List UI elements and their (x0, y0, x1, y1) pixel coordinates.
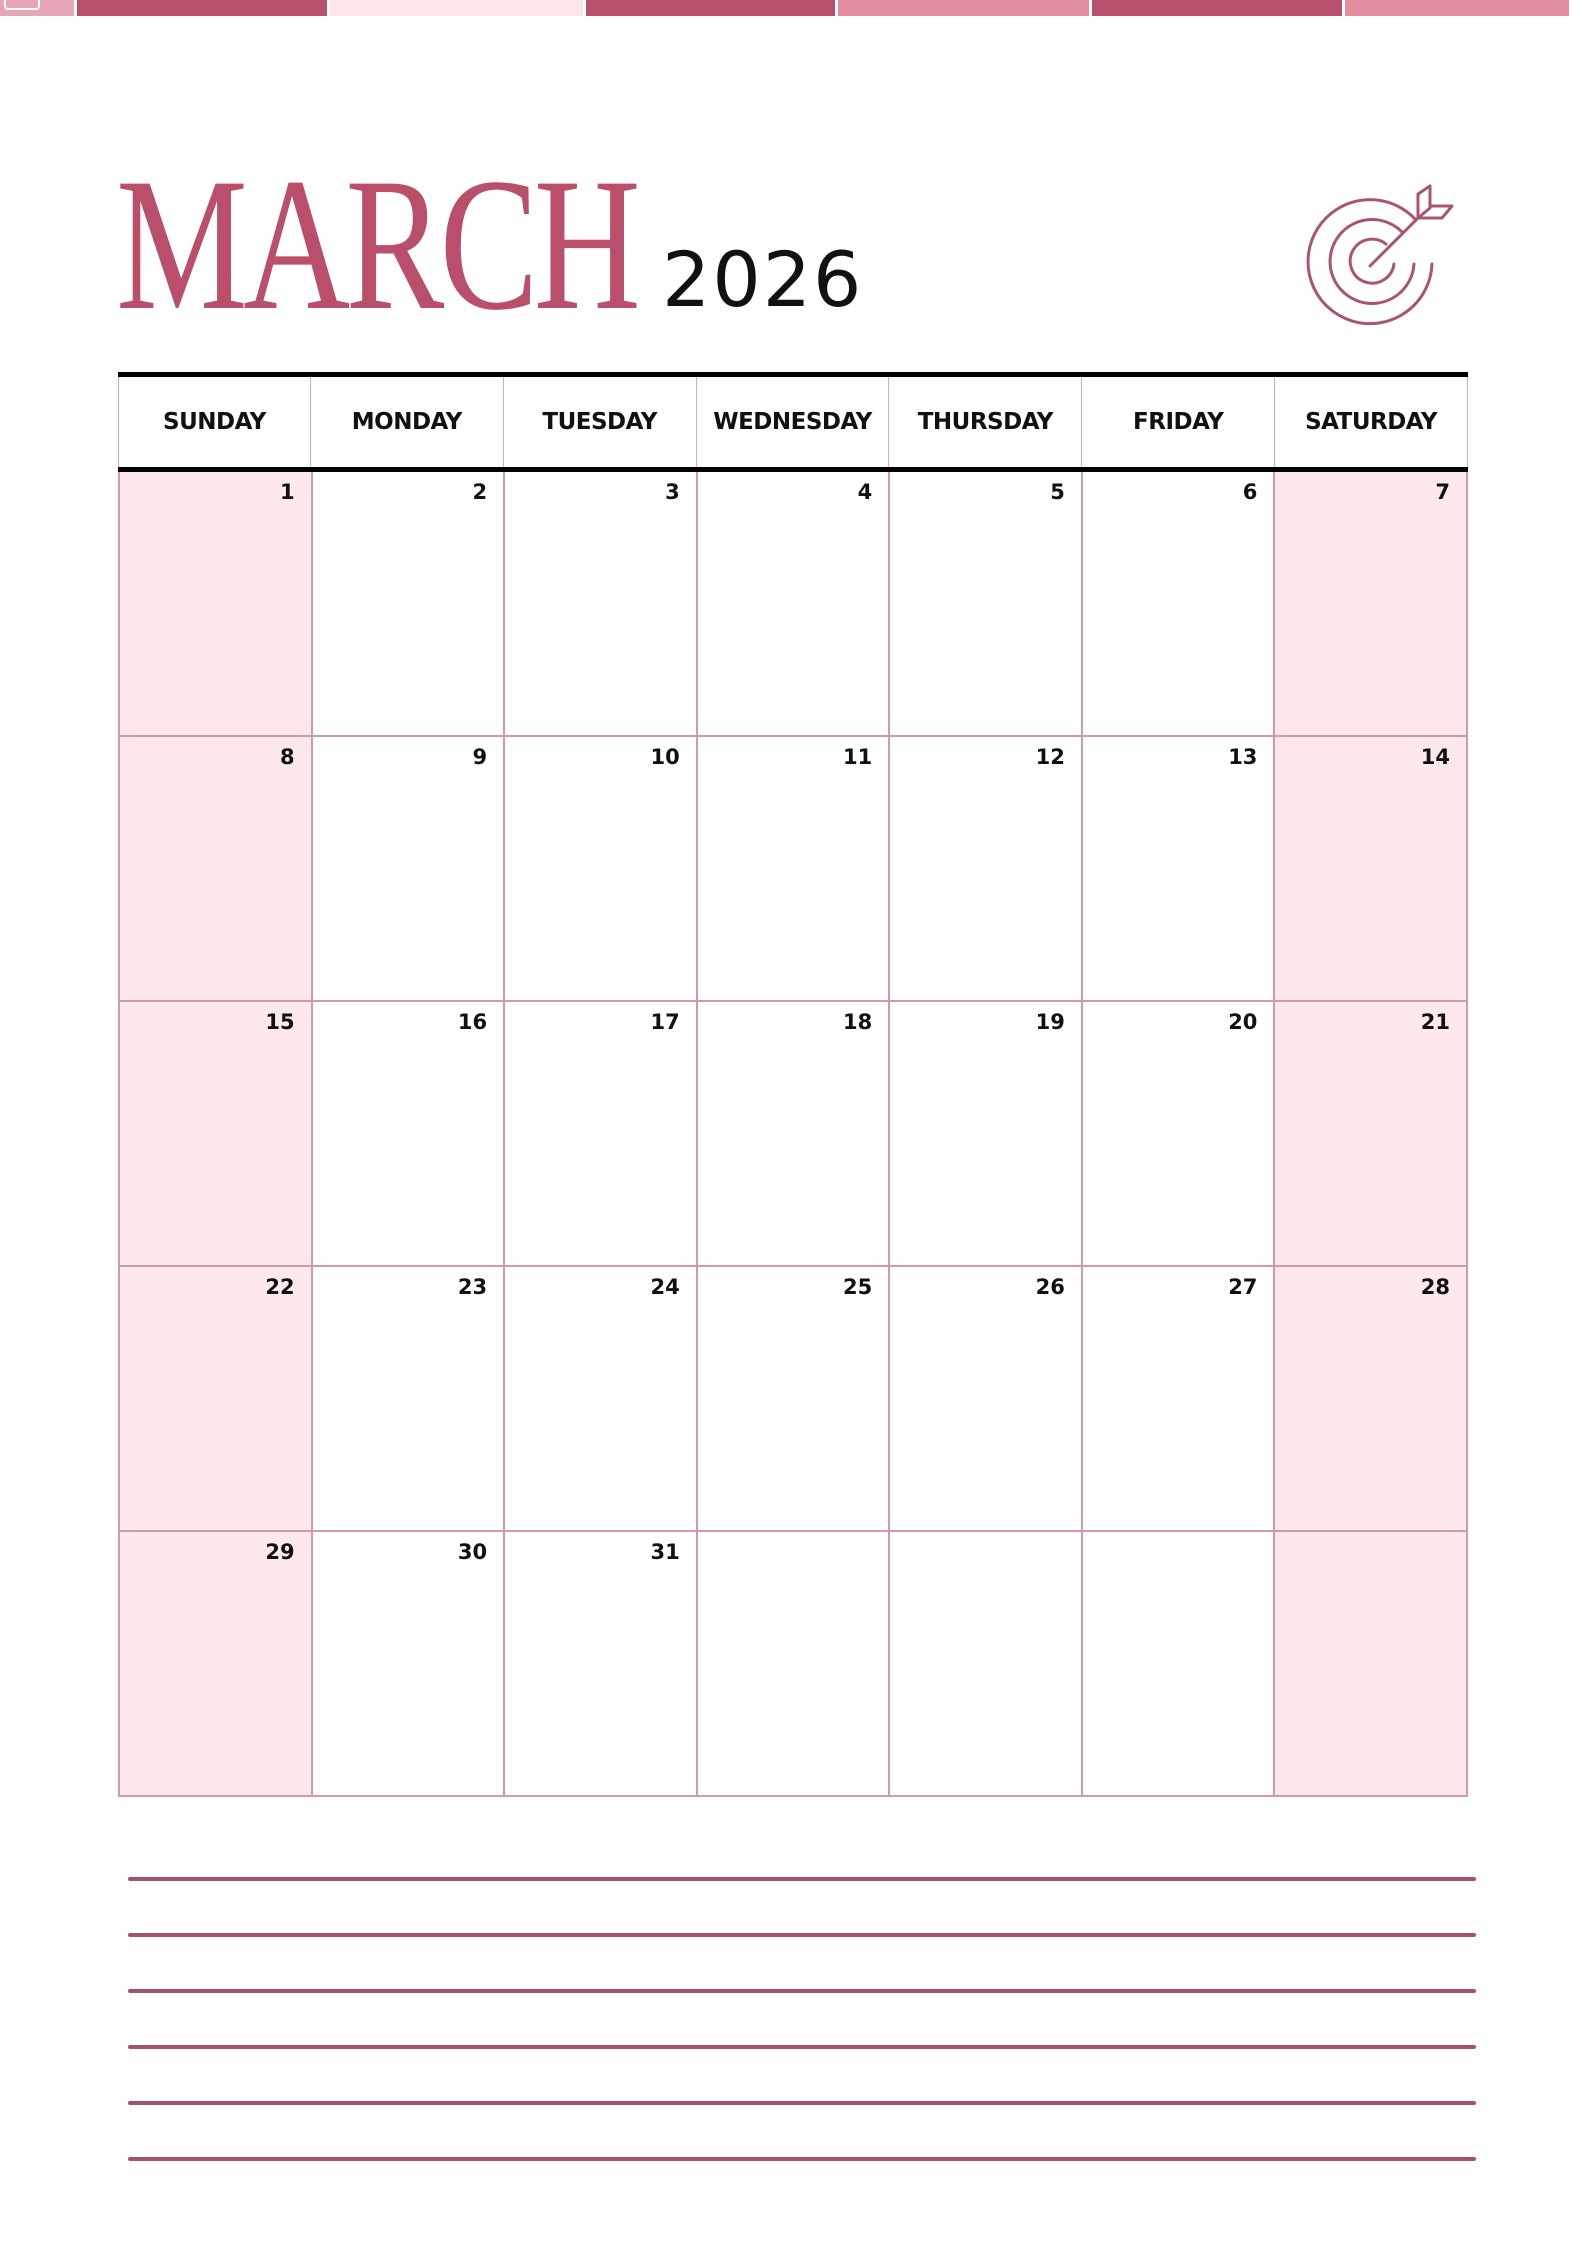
weekday-tuesday: TUESDAY (504, 377, 697, 467)
weekday-saturday: SATURDAY (1275, 377, 1468, 467)
note-line[interactable] (128, 2101, 1476, 2105)
day-cell-18[interactable] (698, 1002, 891, 1267)
day-cell-5[interactable] (890, 472, 1083, 737)
year-title: 2026 (662, 235, 864, 324)
empty-cell[interactable] (698, 1532, 891, 1797)
day-number: 14 (1420, 745, 1450, 769)
day-number: 13 (1228, 745, 1258, 769)
day-number: 24 (650, 1275, 680, 1299)
day-number: 2 (472, 480, 488, 504)
weekday-sunday: SUNDAY (118, 377, 311, 467)
day-number: 23 (457, 1275, 488, 1299)
day-cell-6[interactable] (1083, 472, 1276, 737)
day-cell-22[interactable] (120, 1267, 313, 1532)
day-number: 1 (279, 480, 295, 504)
top-tab-1[interactable] (77, 0, 330, 16)
day-cell-26[interactable] (890, 1267, 1083, 1532)
day-number: 22 (265, 1275, 295, 1299)
day-cell-1[interactable] (120, 472, 313, 737)
day-cell-10[interactable] (505, 737, 698, 1002)
day-number: 3 (665, 480, 680, 504)
day-number: 16 (457, 1010, 488, 1034)
day-cell-19[interactable] (890, 1002, 1083, 1267)
month-title: MARCH (116, 140, 637, 350)
day-number: 25 (843, 1275, 873, 1299)
empty-cell[interactable] (1083, 1532, 1276, 1797)
day-cell-21[interactable] (1275, 1002, 1468, 1267)
day-cell-7[interactable] (1275, 472, 1468, 737)
top-tab-3[interactable] (586, 0, 838, 16)
day-cell-20[interactable] (1083, 1002, 1276, 1267)
top-tab-0[interactable] (0, 0, 77, 16)
top-tab-2[interactable] (330, 0, 586, 16)
day-number: 5 (1050, 480, 1065, 504)
day-cell-3[interactable] (505, 472, 698, 737)
day-cell-15[interactable] (120, 1002, 313, 1267)
day-number: 6 (1242, 480, 1258, 504)
top-tab-5[interactable] (1092, 0, 1345, 16)
note-line[interactable] (128, 1877, 1476, 1881)
day-number: 9 (472, 745, 488, 769)
day-cell-11[interactable] (698, 737, 891, 1002)
day-number: 21 (1420, 1010, 1450, 1034)
day-number: 29 (265, 1540, 295, 1564)
menu-icon (4, 0, 40, 10)
note-line[interactable] (128, 2045, 1476, 2049)
day-cell-13[interactable] (1083, 737, 1276, 1002)
weekday-thursday: THURSDAY (889, 377, 1082, 467)
day-cell-29[interactable] (120, 1532, 313, 1797)
day-cell-30[interactable] (313, 1532, 506, 1797)
day-number: 30 (457, 1540, 488, 1564)
day-number: 20 (1228, 1010, 1258, 1034)
day-number: 18 (843, 1010, 873, 1034)
day-grid (118, 472, 1468, 1797)
day-number: 7 (1435, 480, 1450, 504)
day-number: 12 (1035, 745, 1065, 769)
day-number: 27 (1228, 1275, 1258, 1299)
empty-cell[interactable] (890, 1532, 1083, 1797)
day-cell-9[interactable] (313, 737, 506, 1002)
day-cell-25[interactable] (698, 1267, 891, 1532)
day-cell-27[interactable] (1083, 1267, 1276, 1532)
day-number: 17 (650, 1010, 680, 1034)
day-cell-12[interactable] (890, 737, 1083, 1002)
weekday-monday: MONDAY (311, 377, 504, 467)
day-number: 31 (650, 1540, 680, 1564)
day-cell-16[interactable] (313, 1002, 506, 1267)
day-number: 19 (1035, 1010, 1065, 1034)
weekday-header (118, 372, 1468, 472)
day-cell-28[interactable] (1275, 1267, 1468, 1532)
day-cell-8[interactable] (120, 737, 313, 1002)
top-tab-4[interactable] (838, 0, 1092, 16)
day-number: 26 (1035, 1275, 1065, 1299)
day-number: 4 (857, 480, 873, 504)
day-number: 15 (265, 1010, 295, 1034)
day-cell-2[interactable] (313, 472, 506, 737)
note-line[interactable] (128, 2157, 1476, 2161)
day-cell-23[interactable] (313, 1267, 506, 1532)
note-line[interactable] (128, 1933, 1476, 1937)
day-cell-14[interactable] (1275, 737, 1468, 1002)
weekday-wednesday: WEDNESDAY (697, 377, 890, 467)
note-line[interactable] (128, 1989, 1476, 1993)
calendar (118, 372, 1468, 1797)
weekday-friday: FRIDAY (1082, 377, 1275, 467)
day-number: 8 (279, 745, 295, 769)
day-number: 10 (650, 745, 680, 769)
day-cell-4[interactable] (698, 472, 891, 737)
target-arrow-icon (1306, 178, 1456, 328)
day-number: 11 (843, 745, 873, 769)
day-cell-31[interactable] (505, 1532, 698, 1797)
empty-cell[interactable] (1275, 1532, 1468, 1797)
day-cell-17[interactable] (505, 1002, 698, 1267)
top-tab-strip (0, 0, 1572, 16)
top-tab-6[interactable] (1345, 0, 1572, 16)
day-cell-24[interactable] (505, 1267, 698, 1532)
notes-lines[interactable] (128, 1877, 1476, 2213)
day-number: 28 (1420, 1275, 1450, 1299)
